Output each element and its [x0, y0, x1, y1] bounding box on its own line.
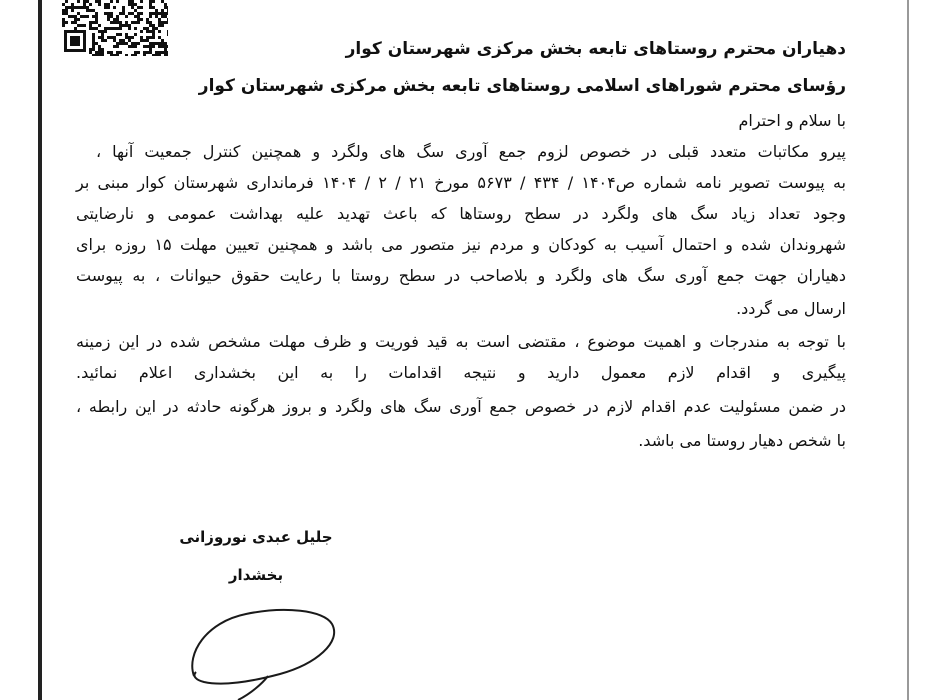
paragraph-2-line: پیگیری و اقدام لازم معمول دارید و نتیجه اقدامات را به این بخشداری اعلام نمائید. [76, 363, 846, 382]
recipient-line-2: رؤسای محترم شوراهای اسلامی روستاهای تابعه بخش مرکزی شهرستان کوار [198, 76, 846, 96]
paragraph-2-line: با توجه به مندرجات و اهمیت موضوع ، مقتضی است به قید فوریت و ظرف مهلت مشخص شده در این زمینه [76, 332, 846, 351]
paragraph-1-line: دهیاران جهت جمع آوری سگ های ولگرد و بلاصاحب در سطح روستا با رعایت حقوق حیوانات ، به پیوست [76, 266, 846, 285]
page-edge-right [907, 0, 909, 700]
signer-name: جلیل عبدی نوروزانی [179, 528, 333, 546]
qr-code [62, 0, 168, 56]
signer-title: بخشدار [228, 566, 284, 584]
recipient-line-1: دهیاران محترم روستاهای تابعه بخش مرکزی شهرستان کوار [345, 39, 846, 59]
paragraph-2-line: با شخص دهیار روستا می باشد. [638, 431, 846, 450]
paragraph-1-line: به پیوست تصویر نامه شماره ص۱۴۰۴ / ۴۳۴ / ۵۶۷۳ مورخ ۲۱ / ۲ / ۱۴۰۴ فرمانداری شهرستان کوار مبنی بر [76, 173, 847, 192]
greeting: با سلام و احترام [738, 111, 846, 130]
signature [176, 590, 346, 700]
paragraph-1-line: وجود تعداد زیاد سگ های ولگرد در سطح روستاها که باعث تهدید علیه بهداشت عمومی و نارضایتی [76, 204, 846, 223]
paragraph-1-line: شهروندان شده و احتمال آسیب به کودکان و مردم نیز متصور می باشد و همچنین تعیین مهلت ۱۵ روزه برای [76, 235, 847, 254]
paragraph-2-line: در ضمن مسئولیت عدم اقدام لازم در خصوص جمع آوری سگ های ولگرد و بروز هرگونه حادثه در این رابطه ، [76, 397, 846, 416]
paragraph-1-line: پیرو مکاتبات متعدد قبلی در خصوص لزوم جمع آوری سگ های ولگرد و همچنین کنترل جمعیت آنها ، [96, 142, 846, 161]
paragraph-1-line: ارسال می گردد. [736, 299, 846, 318]
page-edge-left [38, 0, 42, 700]
